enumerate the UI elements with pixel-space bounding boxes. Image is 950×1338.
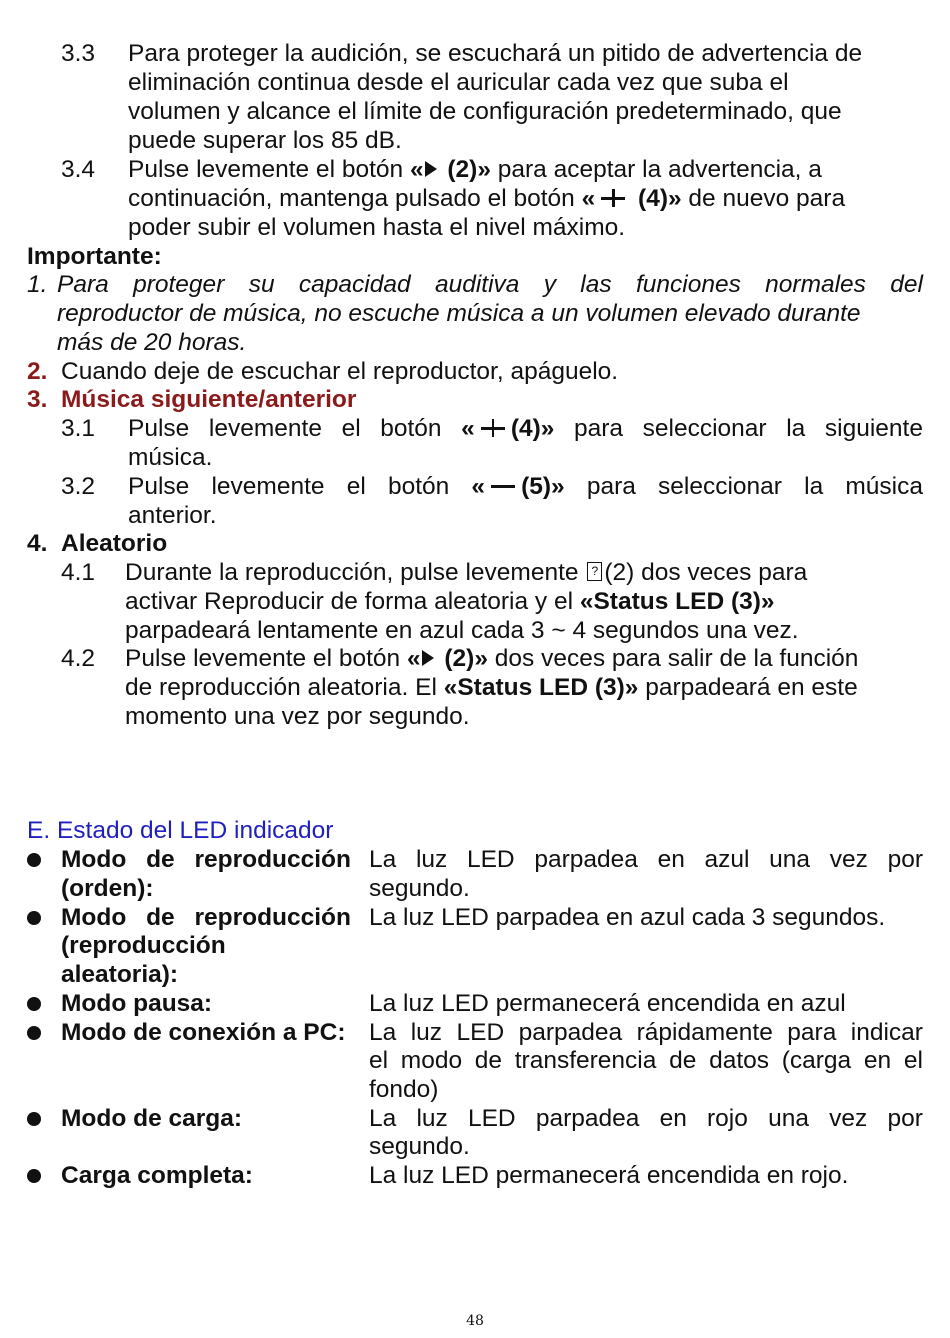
word: luz — [416, 1105, 448, 1132]
word: música — [845, 473, 923, 500]
paragraph-line — [125, 674, 858, 703]
word: modo — [400, 1047, 463, 1074]
word: indicar — [850, 1019, 923, 1046]
word: rojo — [707, 1105, 748, 1132]
word: para — [787, 1019, 837, 1046]
mode-description — [369, 1019, 923, 1048]
paragraph-line — [128, 473, 923, 502]
bullet-icon — [27, 911, 41, 925]
word: capacidad — [298, 271, 411, 298]
word: auditiva — [434, 271, 520, 298]
word: vez — [829, 1105, 868, 1132]
word: rápidamente — [636, 1019, 773, 1046]
word: proteger — [133, 271, 225, 298]
minus-icon — [491, 477, 515, 495]
mode-description: La luz LED parpadea en azul cada 3 segundos. — [369, 904, 886, 931]
subsection-heading: Aleatorio — [61, 530, 168, 557]
word: transferencia — [514, 1047, 657, 1074]
word: su — [248, 271, 275, 298]
text-run: (2) dos veces para — [604, 559, 808, 586]
word: LED — [456, 1019, 505, 1046]
word: datos — [709, 1047, 769, 1074]
bullet-icon — [27, 853, 41, 867]
item-number: 2. — [27, 358, 48, 385]
word: LED — [467, 1105, 516, 1132]
text-run: Durante la reproducción, pulse levemente — [125, 559, 586, 586]
word: levemente — [208, 415, 322, 442]
text-run: (5)» — [521, 473, 565, 500]
text-run: continuación, mantenga pulsado el botón — [128, 185, 582, 212]
word: La — [369, 1105, 397, 1132]
mode-description: fondo) — [369, 1076, 439, 1103]
mode-description: La luz LED permanecerá encendida en rojo. — [369, 1162, 849, 1189]
word: la — [786, 415, 806, 442]
item-number: 1. — [27, 271, 48, 298]
text-run: (4)» — [510, 415, 555, 442]
status-led-ref: «Status LED (3)» — [579, 588, 775, 615]
mode-label — [61, 904, 351, 933]
paragraph-line: puede superar los 85 dB. — [128, 127, 402, 154]
paragraph-line: reproductor de música, no escuche música a un volumen elevado durante — [57, 300, 861, 327]
mode-description — [369, 1047, 923, 1076]
word: botón — [387, 473, 450, 500]
paragraph-line: música. — [128, 444, 213, 471]
word: parpadea — [518, 1019, 623, 1046]
word: del — [890, 271, 923, 298]
word: reproducción — [194, 904, 351, 931]
mode-label: Carga completa: — [61, 1162, 253, 1189]
word: en — [863, 1047, 892, 1074]
item-number: 3.3 — [61, 40, 96, 67]
button-ref: (2)» — [437, 645, 488, 672]
bullet-icon — [27, 1026, 41, 1040]
word: una — [768, 1105, 809, 1132]
word: seleccionar — [658, 473, 782, 500]
paragraph-line: parpadeará lentamente en azul cada 3 ~ 4 segundos una vez. — [125, 617, 799, 644]
word: el — [369, 1047, 389, 1074]
word: funciones — [635, 271, 741, 298]
word: para — [586, 473, 636, 500]
item-number: 4. — [27, 530, 48, 557]
word: Para — [57, 271, 109, 298]
text-run: para aceptar la advertencia, a — [490, 156, 822, 183]
text-run: « — [461, 415, 475, 442]
word: seleccionar — [642, 415, 767, 442]
text-run: « — [409, 156, 424, 183]
paragraph-line — [125, 559, 807, 588]
word: el — [903, 1047, 923, 1074]
word: luz — [415, 846, 448, 873]
button-ref: (2)» — [440, 156, 491, 183]
word: para — [574, 415, 624, 442]
text-run: Pulse levemente el botón — [125, 645, 407, 672]
word: Modo — [61, 846, 127, 873]
text-run: de nuevo para — [681, 185, 846, 212]
paragraph-line: momento una vez por segundo. — [125, 703, 470, 730]
bullet-icon — [27, 997, 41, 1011]
button-ref: (4)» — [631, 185, 682, 212]
text-run: « — [406, 645, 421, 672]
item-number: 3.2 — [61, 473, 96, 500]
word: La — [369, 1019, 397, 1046]
word: en — [659, 1105, 687, 1132]
paragraph-line: eliminación continua desde el auricular cada vez que suba el — [128, 69, 789, 96]
paragraph-line: más de 20 horas. — [57, 329, 247, 356]
mode-description: segundo. — [369, 1133, 470, 1160]
word: siguiente — [824, 415, 923, 442]
paragraph-line: Cuando deje de escuchar el reproductor, apáguelo. — [61, 358, 619, 385]
text-run: parpadeará en este — [638, 674, 858, 701]
word: en — [657, 846, 685, 873]
item-number: 4.2 — [61, 645, 96, 672]
word: por — [887, 846, 923, 873]
word: Modo — [61, 904, 127, 931]
text-run: « — [581, 185, 596, 212]
word: por — [887, 1105, 923, 1132]
word: botón — [380, 415, 442, 442]
mode-label: (orden): — [61, 875, 154, 902]
plus-icon — [601, 189, 625, 207]
section-heading: E. Estado del LED indicador — [27, 817, 334, 844]
mode-label: (reproducción — [61, 932, 226, 959]
word: de — [146, 904, 175, 931]
button-ref — [471, 473, 564, 502]
play-icon — [422, 650, 434, 666]
word: luz — [410, 1019, 443, 1046]
word: La — [369, 846, 397, 873]
mode-label — [61, 846, 351, 875]
bullet-icon — [27, 1112, 41, 1126]
word: de — [474, 1047, 503, 1074]
mode-description — [369, 846, 923, 875]
word: el — [346, 473, 366, 500]
paragraph-line: poder subir el volumen hasta el nivel máximo. — [128, 214, 626, 241]
status-led-ref: «Status LED (3)» — [443, 674, 639, 701]
paragraph-line: volumen y alcance el límite de configuración predeterminado, que — [128, 98, 842, 125]
item-number: 3.1 — [61, 415, 96, 442]
paragraph-line — [125, 645, 858, 674]
mode-label: Modo pausa: — [61, 990, 213, 1017]
word: y — [543, 271, 556, 298]
paragraph-line — [125, 588, 775, 617]
mode-label: aleatoria): — [61, 961, 179, 988]
item-number: 4.1 — [61, 559, 96, 586]
paragraph-line: anterior. — [128, 502, 217, 529]
word: de — [669, 1047, 697, 1074]
mode-description: segundo. — [369, 875, 470, 902]
item-number: 3.4 — [61, 156, 96, 183]
page-number: 48 — [466, 1313, 484, 1329]
mode-label: Modo de conexión a PC: — [61, 1019, 346, 1046]
mode-label: Modo de carga: — [61, 1105, 243, 1132]
text-run: de reproducción aleatoria. El — [125, 674, 444, 701]
word: LED — [466, 846, 515, 873]
subsection-heading: Música siguiente/anterior — [61, 386, 357, 413]
word: levemente — [211, 473, 325, 500]
item-number: 3. — [27, 386, 48, 413]
word: normales — [765, 271, 866, 298]
text-run: « — [471, 473, 486, 500]
plus-icon — [481, 419, 505, 437]
missing-glyph-box-icon: ? — [587, 562, 602, 581]
paragraph-line: Para proteger la audición, se escuchará un pitido de advertencia de — [128, 40, 863, 67]
section-heading: Importante: — [27, 243, 162, 270]
paragraph-line — [128, 415, 923, 444]
word: Pulse — [128, 473, 190, 500]
word: parpadea — [534, 846, 638, 873]
paragraph-line — [128, 185, 845, 214]
word: Pulse — [128, 415, 190, 442]
text-run: activar Reproducir de forma aleatoria y el — [125, 588, 580, 615]
word: parpadea — [535, 1105, 640, 1132]
paragraph-line — [128, 156, 822, 185]
word: reproducción — [194, 846, 351, 873]
word: (carga — [781, 1047, 852, 1074]
bullet-icon — [27, 1169, 41, 1183]
mode-description: La luz LED permanecerá encendida en azul — [369, 990, 846, 1017]
word: las — [580, 271, 612, 298]
play-icon — [425, 161, 437, 177]
button-ref — [461, 415, 554, 444]
word: vez — [829, 846, 868, 873]
word: el — [341, 415, 361, 442]
word: la — [804, 473, 824, 500]
word: azul — [704, 846, 750, 873]
text-run: Pulse levemente el botón — [128, 156, 410, 183]
word: de — [146, 846, 175, 873]
word: una — [769, 846, 811, 873]
text-run: dos veces para salir de la función — [487, 645, 859, 672]
mode-description — [369, 1105, 923, 1134]
paragraph-line — [57, 271, 923, 300]
